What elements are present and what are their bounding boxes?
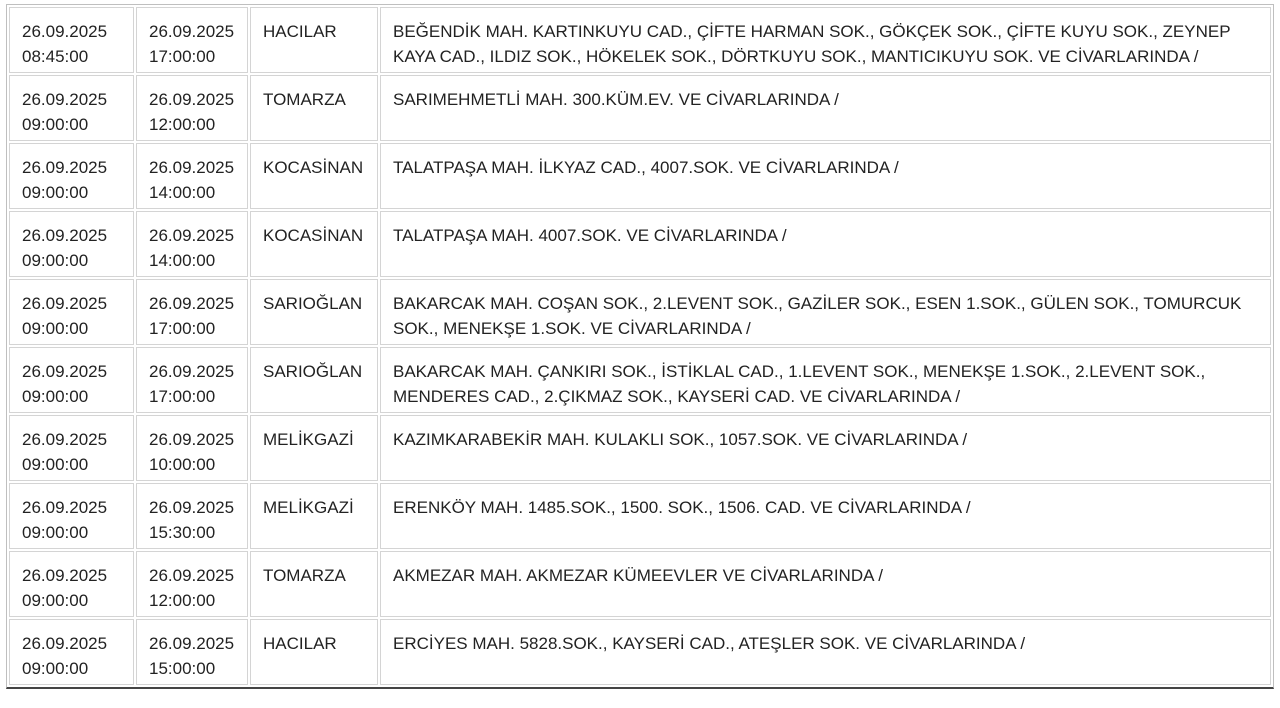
address-cell bbox=[380, 7, 1271, 73]
address-cell bbox=[380, 279, 1271, 345]
district-cell bbox=[250, 483, 378, 549]
end-time: 10:00:00 bbox=[149, 455, 216, 474]
end-time: 17:00:00 bbox=[149, 47, 216, 66]
end-time: 15:00:00 bbox=[149, 659, 216, 678]
address-text: KAZIMKARABEKİR MAH. KULAKLI SOK., 1057.SOK. VE CİVARLARINDA / bbox=[393, 430, 968, 449]
district-name: HACILAR bbox=[263, 22, 337, 41]
start-date: 26.09.2025 bbox=[22, 22, 108, 41]
table-row bbox=[9, 347, 1271, 413]
table-row bbox=[9, 75, 1271, 141]
start-time: 09:00:00 bbox=[22, 319, 89, 338]
end-date: 26.09.2025 bbox=[149, 158, 235, 177]
end-time: 14:00:00 bbox=[149, 183, 216, 202]
table-row bbox=[9, 551, 1271, 617]
address-cell bbox=[380, 619, 1271, 685]
table-row bbox=[9, 211, 1271, 277]
start-cell bbox=[9, 551, 134, 617]
end-cell bbox=[136, 347, 248, 413]
start-time: 09:00:00 bbox=[22, 115, 89, 134]
address-cell bbox=[380, 415, 1271, 481]
address-text: BAKARCAK MAH. COŞAN SOK., 2.LEVENT SOK., GAZİLER SOK., ESEN 1.SOK., GÜLEN SOK., TOMURCUK SOK., MENEKŞE 1.SOK. VE CİVARLARINDA / bbox=[393, 294, 1242, 338]
district-cell bbox=[250, 143, 378, 209]
start-cell bbox=[9, 143, 134, 209]
district-name: TOMARZA bbox=[263, 566, 346, 585]
start-date: 26.09.2025 bbox=[22, 226, 108, 245]
district-cell bbox=[250, 7, 378, 73]
end-date: 26.09.2025 bbox=[149, 226, 235, 245]
table-row bbox=[9, 483, 1271, 549]
address-text: TALATPAŞA MAH. İLKYAZ CAD., 4007.SOK. VE CİVARLARINDA / bbox=[393, 158, 899, 177]
start-cell bbox=[9, 75, 134, 141]
start-cell bbox=[9, 7, 134, 73]
table-row bbox=[9, 279, 1271, 345]
outage-table-body bbox=[9, 7, 1271, 685]
start-time: 09:00:00 bbox=[22, 523, 89, 542]
start-time: 09:00:00 bbox=[22, 659, 89, 678]
address-text: BAKARCAK MAH. ÇANKIRI SOK., İSTİKLAL CAD., 1.LEVENT SOK., MENEKŞE 1.SOK., 2.LEVENT SOK., MENDERES CAD., 2.ÇIKMAZ SOK., KAYSERİ CAD. VE CİVARLARINDA / bbox=[393, 362, 1206, 406]
district-name: TOMARZA bbox=[263, 90, 346, 109]
start-time: 09:00:00 bbox=[22, 183, 89, 202]
start-time: 08:45:00 bbox=[22, 47, 89, 66]
district-cell bbox=[250, 415, 378, 481]
start-time: 09:00:00 bbox=[22, 251, 89, 270]
district-name: KOCASİNAN bbox=[263, 226, 364, 245]
end-cell bbox=[136, 551, 248, 617]
start-cell bbox=[9, 279, 134, 345]
table-row bbox=[9, 415, 1271, 481]
end-cell bbox=[136, 211, 248, 277]
end-time: 12:00:00 bbox=[149, 591, 216, 610]
start-date: 26.09.2025 bbox=[22, 634, 108, 653]
end-time: 17:00:00 bbox=[149, 319, 216, 338]
district-cell bbox=[250, 279, 378, 345]
start-time: 09:00:00 bbox=[22, 387, 89, 406]
start-date: 26.09.2025 bbox=[22, 158, 108, 177]
start-date: 26.09.2025 bbox=[22, 566, 108, 585]
end-time: 12:00:00 bbox=[149, 115, 216, 134]
district-name: SARIOĞLAN bbox=[263, 362, 363, 381]
start-cell bbox=[9, 415, 134, 481]
table-row bbox=[9, 619, 1271, 685]
start-cell bbox=[9, 483, 134, 549]
district-name: HACILAR bbox=[263, 634, 337, 653]
start-time: 09:00:00 bbox=[22, 591, 89, 610]
end-cell bbox=[136, 143, 248, 209]
end-date: 26.09.2025 bbox=[149, 362, 235, 381]
end-time: 17:00:00 bbox=[149, 387, 216, 406]
start-date: 26.09.2025 bbox=[22, 498, 108, 517]
address-cell bbox=[380, 551, 1271, 617]
district-cell bbox=[250, 75, 378, 141]
district-name: MELİKGAZİ bbox=[263, 498, 354, 517]
end-cell bbox=[136, 619, 248, 685]
address-text: SARIMEHMETLİ MAH. 300.KÜM.EV. VE CİVARLARINDA / bbox=[393, 90, 839, 109]
start-cell bbox=[9, 211, 134, 277]
address-cell bbox=[380, 143, 1271, 209]
end-cell bbox=[136, 75, 248, 141]
end-cell bbox=[136, 415, 248, 481]
start-date: 26.09.2025 bbox=[22, 90, 108, 109]
district-cell bbox=[250, 211, 378, 277]
district-name: KOCASİNAN bbox=[263, 158, 364, 177]
end-date: 26.09.2025 bbox=[149, 430, 235, 449]
address-cell bbox=[380, 347, 1271, 413]
address-text: ERCİYES MAH. 5828.SOK., KAYSERİ CAD., ATEŞLER SOK. VE CİVARLARINDA / bbox=[393, 634, 1026, 653]
start-time: 09:00:00 bbox=[22, 455, 89, 474]
address-text: BEĞENDİK MAH. KARTINKUYU CAD., ÇİFTE HARMAN SOK., GÖKÇEK SOK., ÇİFTE KUYU SOK., ZEYNEP KAYA CAD., ILDIZ SOK., HÖKELEK SOK., DÖRTKUYU SOK., MANTICIKUYU SOK. VE CİVARLARINDA / bbox=[393, 22, 1231, 66]
end-cell bbox=[136, 7, 248, 73]
end-date: 26.09.2025 bbox=[149, 90, 235, 109]
address-text: ERENKÖY MAH. 1485.SOK., 1500. SOK., 1506. CAD. VE CİVARLARINDA / bbox=[393, 498, 971, 517]
start-cell bbox=[9, 347, 134, 413]
start-date: 26.09.2025 bbox=[22, 294, 108, 313]
end-date: 26.09.2025 bbox=[149, 294, 235, 313]
district-name: SARIOĞLAN bbox=[263, 294, 363, 313]
address-cell bbox=[380, 75, 1271, 141]
address-text: AKMEZAR MAH. AKMEZAR KÜMEEVLER VE CİVARLARINDA / bbox=[393, 566, 883, 585]
district-cell bbox=[250, 619, 378, 685]
end-date: 26.09.2025 bbox=[149, 498, 235, 517]
address-cell bbox=[380, 211, 1271, 277]
end-cell bbox=[136, 279, 248, 345]
end-time: 14:00:00 bbox=[149, 251, 216, 270]
end-date: 26.09.2025 bbox=[149, 22, 235, 41]
address-text: TALATPAŞA MAH. 4007.SOK. VE CİVARLARINDA / bbox=[393, 226, 787, 245]
district-cell bbox=[250, 347, 378, 413]
end-time: 15:30:00 bbox=[149, 523, 216, 542]
district-cell bbox=[250, 551, 378, 617]
address-cell bbox=[380, 483, 1271, 549]
end-date: 26.09.2025 bbox=[149, 634, 235, 653]
start-date: 26.09.2025 bbox=[22, 362, 108, 381]
district-name: MELİKGAZİ bbox=[263, 430, 354, 449]
start-date: 26.09.2025 bbox=[22, 430, 108, 449]
table-row bbox=[9, 7, 1271, 73]
outage-table bbox=[6, 4, 1274, 689]
table-row bbox=[9, 143, 1271, 209]
end-cell bbox=[136, 483, 248, 549]
start-cell bbox=[9, 619, 134, 685]
end-date: 26.09.2025 bbox=[149, 566, 235, 585]
